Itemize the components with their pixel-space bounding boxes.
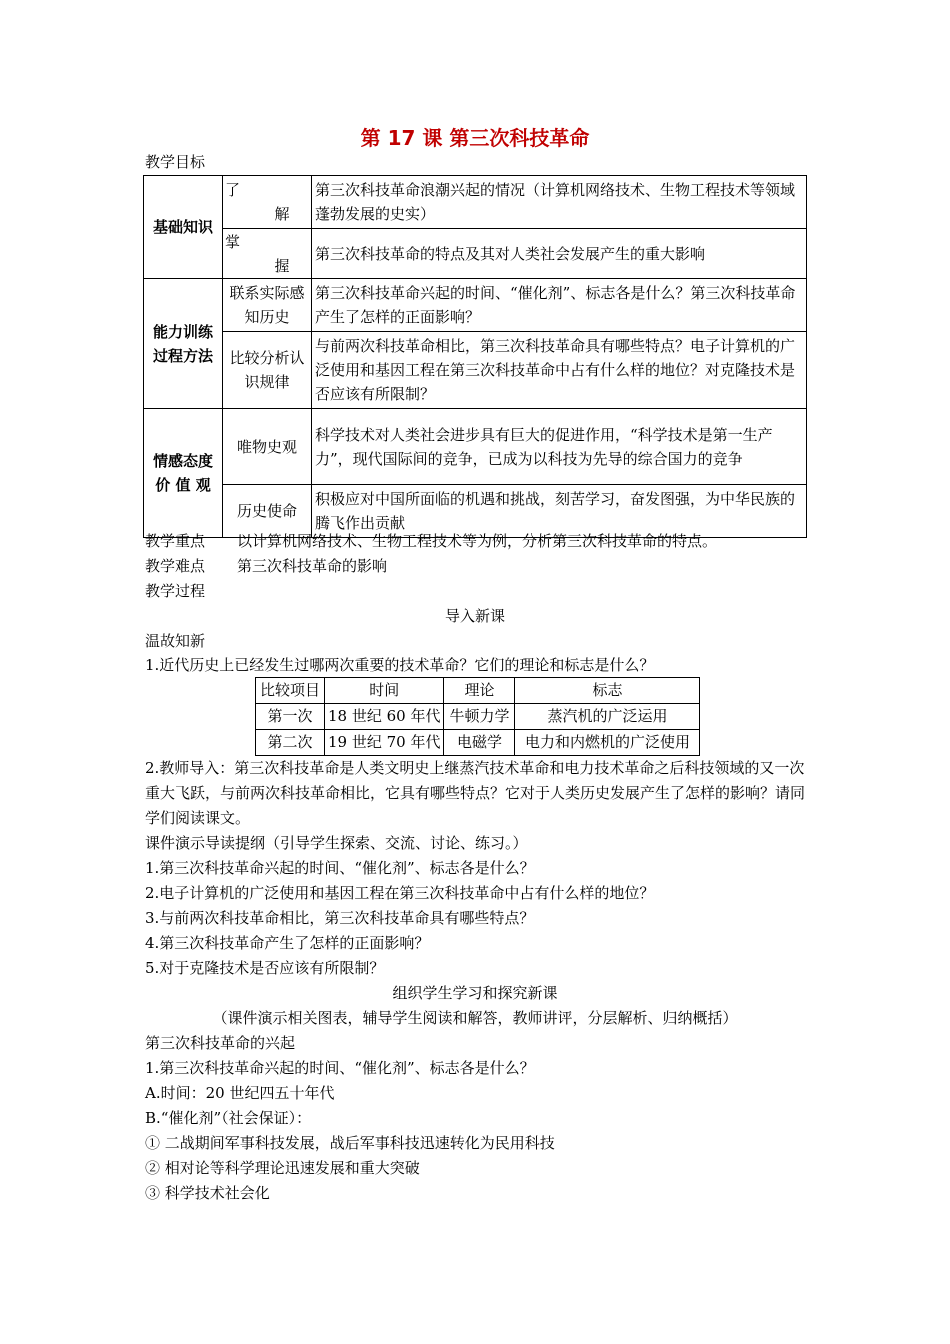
category-basic: 基础知识 bbox=[144, 176, 223, 279]
goal-text: 第三次科技革命的特点及其对人类社会发展产生的重大影响 bbox=[312, 229, 807, 279]
goal-text: 第三次科技革命浪潮兴起的情况（计算机网络技术、生物工程技术等领域蓬勃发展的史实） bbox=[312, 176, 807, 229]
focus-text: 以计算机网络技术、生物工程技术等为例，分析第三次科技革命的特点。 bbox=[237, 532, 718, 550]
category-emotion: 情感态度价 值 观 bbox=[144, 409, 223, 538]
focus-row bbox=[145, 529, 717, 553]
sub-label: 历史使命 bbox=[223, 485, 312, 538]
organize-note: （课件演示相关图表，辅导学生阅读和解答，教师讲评，分层解析、归纳概括） bbox=[212, 1009, 738, 1027]
goals-label: 教学目标 bbox=[145, 153, 206, 171]
rise-item: ③ 科学技术社会化 bbox=[145, 1184, 270, 1202]
table-cell: 牛顿力学 bbox=[444, 704, 515, 730]
sub-label-char: 了 bbox=[225, 181, 241, 199]
outline-label: 课件演示导读提纲（引导学生探索、交流、讨论、练习。） bbox=[145, 834, 528, 852]
sub-label: 唯物史观 bbox=[223, 409, 312, 485]
table-row bbox=[256, 730, 700, 756]
sub-label-char: 解 bbox=[274, 205, 290, 223]
sub-label bbox=[223, 176, 312, 229]
table-header: 比较项目 bbox=[256, 678, 325, 704]
table-row bbox=[144, 332, 807, 409]
outline-item: 5.对于克隆技术是否应该有所限制？ bbox=[145, 959, 385, 977]
sub-label: 比较分析认识规律 bbox=[223, 332, 312, 409]
table-row bbox=[144, 229, 807, 279]
table-cell: 19 世纪 70 年代 bbox=[325, 730, 444, 756]
sub-label: 联系实际感知历史 bbox=[223, 279, 312, 332]
table-row bbox=[144, 176, 807, 229]
table-header: 时间 bbox=[325, 678, 444, 704]
lesson-title: 第 17 课 第三次科技革命 bbox=[360, 126, 590, 150]
table-cell: 第一次 bbox=[256, 704, 325, 730]
table-cell: 电力和内燃机的广泛使用 bbox=[515, 730, 700, 756]
teacher-intro: 2.教师导入：第三次科技革命是人类文明史上继蒸汽技术革命和电力技术革命之后科技领域的又一次重大飞跃，与前两次科技革命相比，它具有哪些特点？它对于人类历史发展产生了怎样的影响？请同学们阅读课文。 bbox=[145, 759, 806, 827]
rise-question: 1.第三次科技革命兴起的时间、“催化剂”、标志各是什么？ bbox=[145, 1059, 535, 1077]
difficulty-row bbox=[145, 554, 387, 578]
rise-item: ② 相对论等科学理论迅速发展和重大突破 bbox=[145, 1159, 420, 1177]
table-row bbox=[256, 704, 700, 730]
table-row bbox=[144, 279, 807, 332]
table-cell: 18 世纪 60 年代 bbox=[325, 704, 444, 730]
focus-label: 教学重点 bbox=[145, 532, 206, 550]
table-header: 理论 bbox=[444, 678, 515, 704]
goal-text: 积极应对中国所面临的机遇和挑战，刻苦学习，奋发图强，为中华民族的腾飞作出贡献 bbox=[312, 485, 807, 538]
revolution-compare-table bbox=[255, 677, 700, 756]
goal-text: 与前两次科技革命相比，第三次科技革命具有哪些特点？电子计算机的广泛使用和基因工程在第三次科技革命中占有什么样的地位？对克隆技术是否应该有所限制？ bbox=[312, 332, 807, 409]
table-cell: 蒸汽机的广泛运用 bbox=[515, 704, 700, 730]
outline-item: 3.与前两次科技革命相比，第三次科技革命具有哪些特点？ bbox=[145, 909, 535, 927]
goal-text: 科学技术对人类社会进步具有巨大的促进作用，“科学技术是第一生产力”，现代国际间的竞争，已成为以科技为先导的综合国力的竞争 bbox=[312, 409, 807, 485]
question-1: 1.近代历史上已经发生过哪两次重要的技术革命？它们的理论和标志是什么？ bbox=[145, 656, 655, 674]
rise-time: A.时间：20 世纪四五十年代 bbox=[145, 1084, 335, 1102]
teaching-goals-table bbox=[143, 175, 807, 538]
difficulty-text: 第三次科技革命的影响 bbox=[237, 557, 388, 575]
difficulty-label: 教学难点 bbox=[145, 557, 206, 575]
outline-item: 4.第三次科技革命产生了怎样的正面影响？ bbox=[145, 934, 430, 952]
sub-label bbox=[223, 229, 312, 279]
table-cell: 电磁学 bbox=[444, 730, 515, 756]
outline-item: 1.第三次科技革命兴起的时间、“催化剂”、标志各是什么？ bbox=[145, 859, 535, 877]
table-row bbox=[256, 678, 700, 704]
review-label: 温故知新 bbox=[145, 632, 206, 650]
rise-catalyst: B.“催化剂”（社会保证）： bbox=[145, 1109, 312, 1127]
category-ability: 能力训练过程方法 bbox=[144, 279, 223, 409]
organize-heading: 组织学生学习和探究新课 bbox=[392, 984, 558, 1002]
sub-label-char: 握 bbox=[274, 256, 290, 275]
outline-item: 2.电子计算机的广泛使用和基因工程在第三次科技革命中占有什么样的地位？ bbox=[145, 884, 655, 902]
sub-label-char: 掌 bbox=[225, 232, 241, 251]
process-label: 教学过程 bbox=[145, 582, 206, 600]
intro-heading: 导入新课 bbox=[444, 607, 505, 625]
rise-label: 第三次科技革命的兴起 bbox=[145, 1034, 296, 1052]
table-header: 标志 bbox=[515, 678, 700, 704]
goal-text: 第三次科技革命兴起的时间、“催化剂”、标志各是什么？第三次科技革命产生了怎样的正面影响？ bbox=[312, 279, 807, 332]
table-cell: 第二次 bbox=[256, 730, 325, 756]
table-row bbox=[144, 409, 807, 485]
rise-item: ① 二战期间军事科技发展，战后军事科技迅速转化为民用科技 bbox=[145, 1134, 555, 1152]
